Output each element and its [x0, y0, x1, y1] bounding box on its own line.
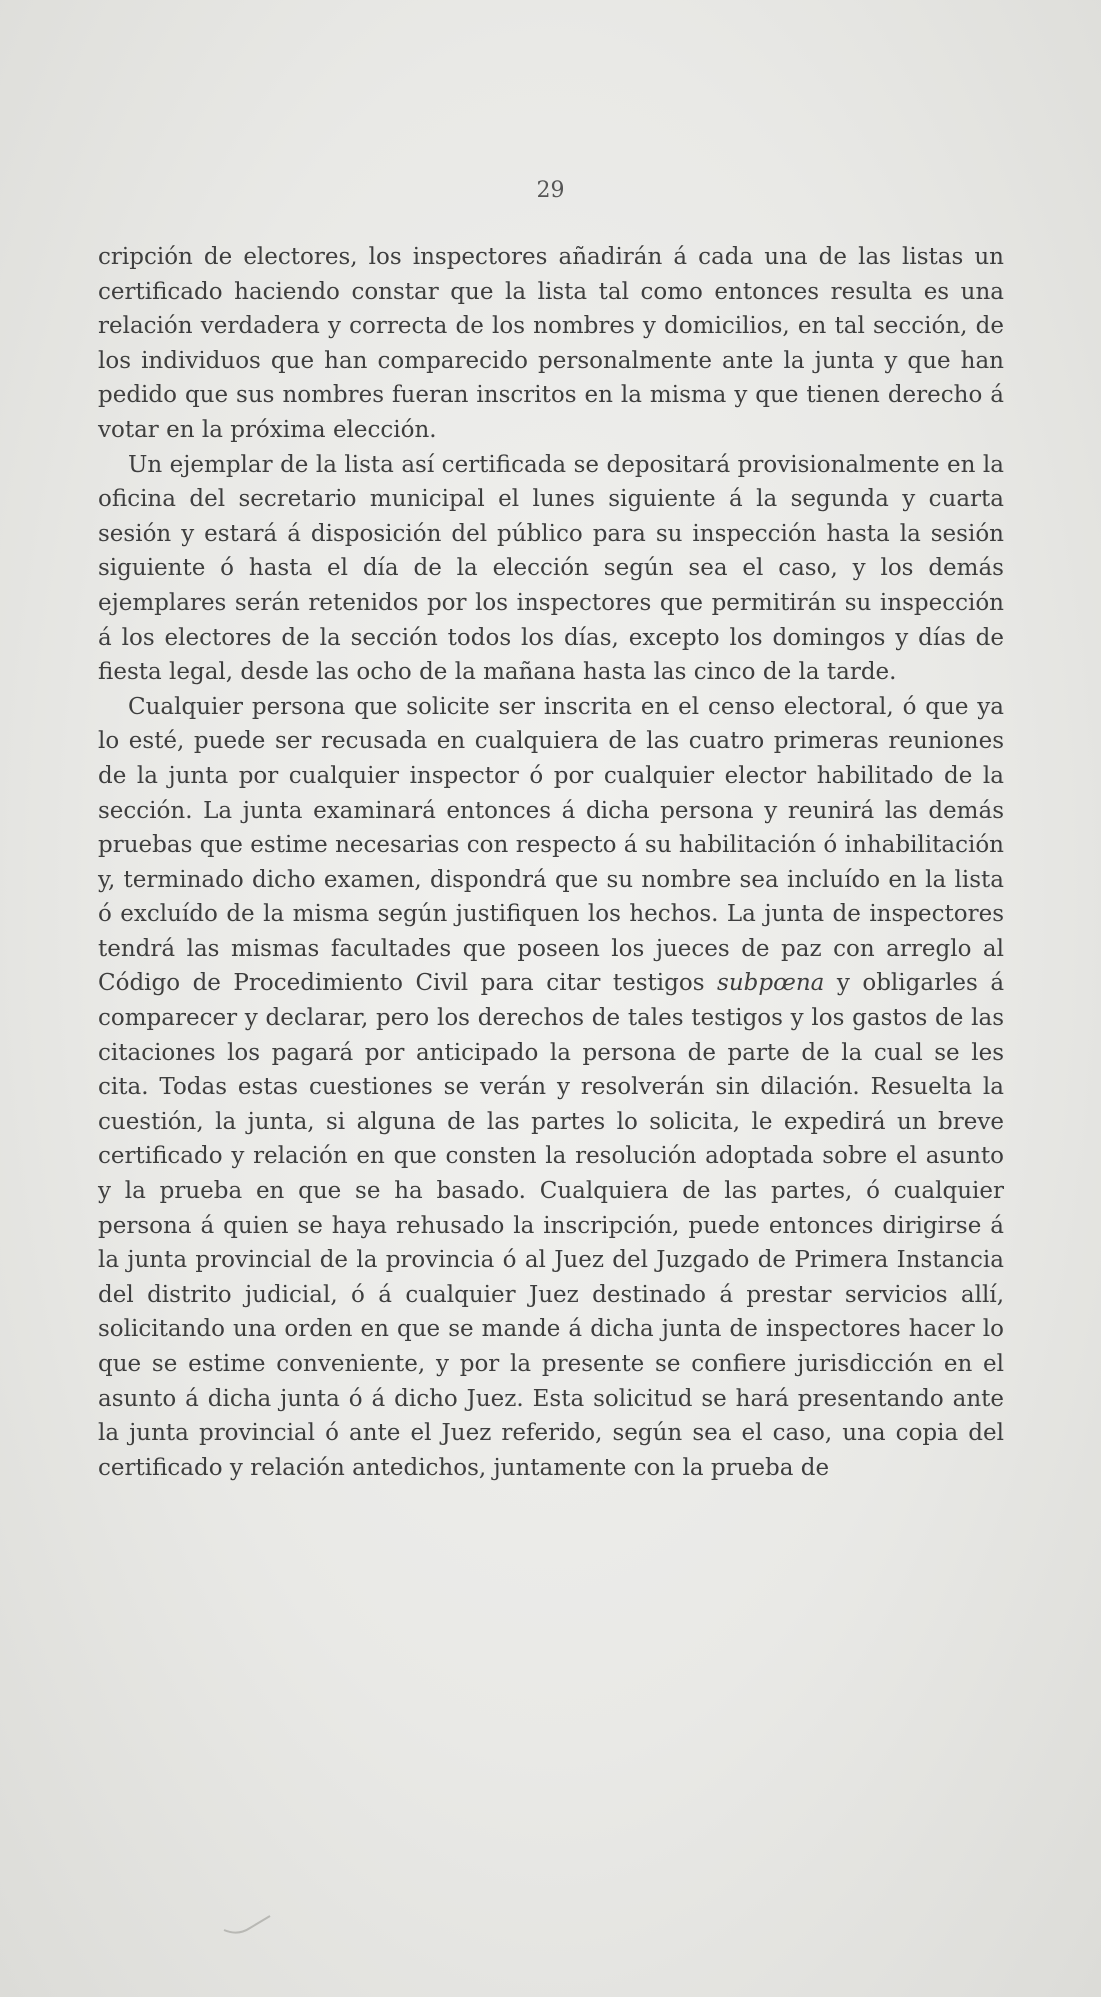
page-number: 29 — [536, 178, 565, 203]
subpoena-term: subpœna — [717, 970, 825, 997]
paragraph-challenge-text-b: y obligarles á comparecer y declarar, pero los derechos de tales testigos y los gastos de las citaciones los pagará por anticipado la persona de parte de la cual se les cita. Todas estas cuestiones se verán y resolverán sin dilación. Resuelta la cuestión, la junta, si alguna de las partes lo solicita, le expedirá un breve certificado y relación en que consten la resolución adoptada sobre el asunto y la prueba en que se ha basado. Cualquiera de las partes, ó cualquier persona á quien se haya rehusado la inscripción, puede entonces dirigirse á la junta provincial de la provincia ó al Juez del Juzgado de Primera Instancia del distrito judicial, ó á cualquier Juez destinado á prestar servicios allí, solicitando una orden en que se mande á dicha junta de inspectores hacer lo que se estime conveniente, y por la presente se confiere jurisdicción en el asunto á dicha junta ó á dicho Juez. Esta solicitud se hará presentando ante la junta provincial ó ante el Juez referido, según sea el caso, una copia del certificado y relación antedichos, juntamente con la prueba de — [98, 970, 1005, 1481]
paragraph-continuation: cripción de electores, los inspectores añadirán á cada una de las listas un certificado haciendo constar que la lista tal como entonces resulta es una relación verdadera y correcta de los nombres y domicilios, en tal sección, de los individuos que han comparecido personalmente ante la junta y que han pedido que sus nombres fueran inscritos en la misma y que tienen derecho á votar en la próxima elección. — [98, 244, 1004, 443]
ink-smudge — [220, 1908, 280, 1938]
paragraph-challenge — [98, 690, 1004, 1486]
page-body — [98, 240, 1004, 1485]
paragraph-list-deposit: Un ejemplar de la lista así certificada se depositará provisionalmente en la oficina del secretario municipal el lunes siguiente á la segunda y cuarta sesión y estará á disposición del público para su inspección hasta la sesión siguiente ó hasta el día de la elección según sea el caso, y los demás ejemplares serán retenidos por los inspectores que permitirán su inspección á los electores de la sección todos los días, excepto los domingos y días de fiesta legal, desde las ocho de la mañana hasta las cinco de la tarde. — [98, 451, 1004, 686]
paragraph-challenge-text-a: Cualquier persona que solicite ser inscrita en el censo electoral, ó que ya lo esté, puede ser recusada en cualquiera de las cuatro primeras reuniones de la junta por cualquier inspector ó por cualquier elector habilitado de la sección. La junta examinará entonces á dicha persona y reunirá las demás pruebas que estime necesarias con respecto á su habilitación ó inhabilitación y, terminado dicho examen, dispondrá que su nombre sea incluído en la lista ó excluído de la misma según justifiquen los hechos. La junta de inspectores tendrá las mismas facultades que poseen los jueces de paz con arreglo al Código de Procedimiento Civil para citar testigos — [98, 693, 1004, 997]
